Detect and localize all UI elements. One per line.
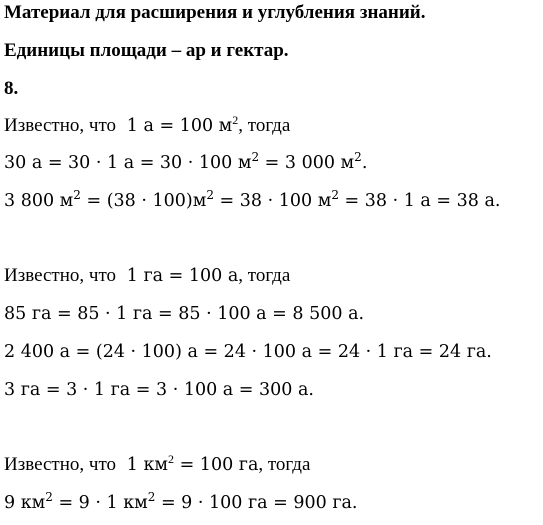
intro-prefix: Известно, что <box>4 115 117 136</box>
equation-line: 3 га = 3 · 1 га = 3 · 100 а = 300 а. <box>4 380 314 400</box>
equation-line: 3 800 $м^2 = (38 \cdot 100)м^2 = 38 \cdot 100$ $м^2 = 38 \cdot 1$ а = 38 а. <box>4 188 501 211</box>
intro-sup: 2 <box>232 113 239 127</box>
section-title: Материал для расширения и углубления знаний. <box>4 2 426 23</box>
known-statement-hectare <box>4 265 290 287</box>
intro-prefix: Известно, что <box>4 454 117 475</box>
equation-line: 9 $км^2 = 9 \cdot 1$ $км^2 = 9 \cdot 100$ га = 900 га. <box>4 490 358 513</box>
intro-sup: 2 <box>168 452 175 466</box>
intro-math: 1 а = 100 м <box>126 116 233 136</box>
intro-suffix: , тогда <box>258 454 311 475</box>
known-statement-km <box>4 454 310 476</box>
topic-title: Единицы площади – ар и гектар. <box>4 40 289 61</box>
equation-line: 85 га = 85 · 1 га = 85 · 100 а = 8 500 а. <box>4 304 365 324</box>
intro-prefix: Известно, что <box>4 265 117 286</box>
intro-math: 1 га = 100 а <box>126 266 239 286</box>
intro-math-post: = 100 га <box>174 455 259 475</box>
equation-line: 30 а = 30 · 1 а = 30 · 100 $м^2 = 3$ 000 $м^2$. <box>4 150 368 173</box>
task-number: 8. <box>4 78 19 99</box>
intro-suffix: , тогда <box>238 115 291 136</box>
intro-math: 1 км <box>126 455 169 475</box>
known-statement-ar <box>4 115 290 137</box>
intro-suffix: , тогда <box>238 265 291 286</box>
equation-line: 2 400 а = (24 · 100) а = 24 · 100 а = 24 · 1 га = 24 га. <box>4 342 492 362</box>
